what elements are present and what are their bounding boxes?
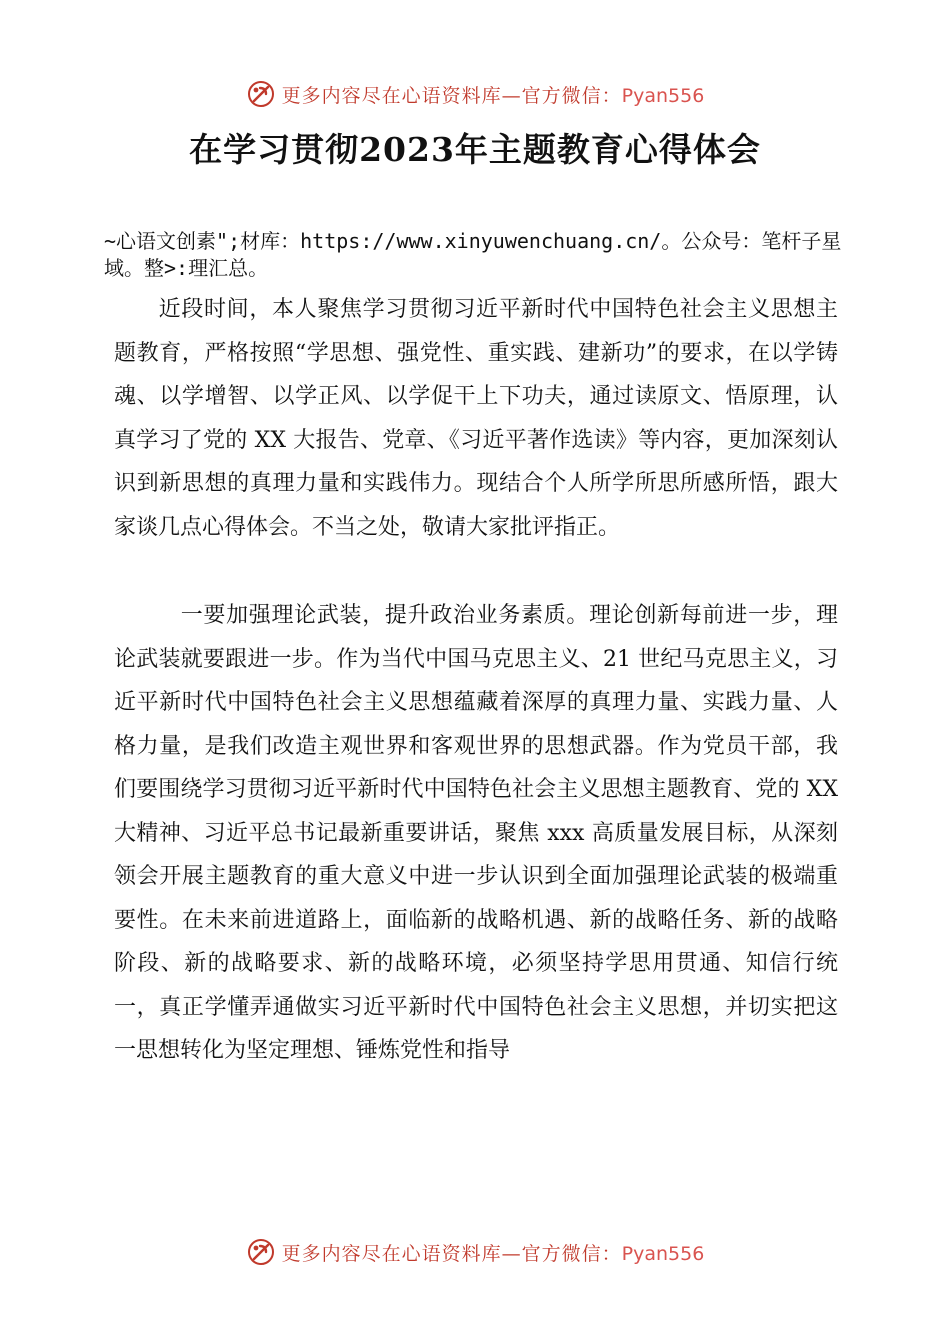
banner-text: 更多内容尽在心语资料库—官方微信：Pyan556 — [281, 84, 705, 107]
header-watermark-banner — [0, 74, 950, 114]
paragraph-1-text: 近段时间，本人聚焦学习贯彻习近平新时代中国特色社会主义思想主题教育，严格按照“学思想、强党性、重实践、建新功”的要求，在以学铸魂、以学增智、以学正风、以学促干上下功夫，通过读原文、悟原理，认真学习了党的 XX 大报告、党章、《习近平著作选读》等内容，更加深刻认识到新思想的真理力量和实践伟力。现结合个人所学所思所感所悟，跟大家谈几点心得体会。不当之处，敬请大家批评指正。 — [114, 297, 838, 540]
document-title: 在学习贯彻2023年主题教育心得体会 — [189, 130, 761, 169]
banner-text: 更多内容尽在心语资料库—官方微信：Pyan556 — [281, 1242, 705, 1265]
brand-logo-icon — [246, 1237, 276, 1267]
footer-watermark-banner — [0, 1232, 950, 1272]
wechat-id: Pyan556 — [621, 84, 705, 107]
source-note: ~心语文创素";材库：https://www.xinyuwenchuang.cn/。公众号：笔杆子星域。整>:理汇总。 — [104, 229, 842, 280]
paragraph-2-text: 一要加强理论武装，提升政治业务素质。理论创新每前进一步，理论武装就要跟进一步。作为当代中国马克思主义、21 世纪马克思主义，习近平新时代中国特色社会主义思想蕴藏着深厚的真理力量、实践力量、人格力量，是我们改造主观世界和客观世界的思想武器。作为党员干部，我们要围绕学习贯彻习近平新时代中国特色社会主义思想主题教育、党的 XX 大精神、习近平总书记最新重要讲话，聚焦 xxx 高质量发展目标，从深刻领会开展主题教育的重大意义中进一步认识到全面加强理论武装的极端重要性。在未来前进道路上，面临新的战略机遇、新的战略任务、新的战略阶段、新的战略要求、新的战略环境，必须坚持学思用贯通、知信行统一，真正学懂弄通做实习近平新时代中国特色社会主义思想，并切实把这一思想转化为坚定理想、锤炼党性和指导 — [114, 603, 838, 1063]
paragraph-1 — [114, 288, 838, 549]
brand-logo-icon — [246, 79, 276, 109]
paragraph-2 — [114, 594, 838, 1073]
wechat-id: Pyan556 — [621, 1242, 705, 1265]
